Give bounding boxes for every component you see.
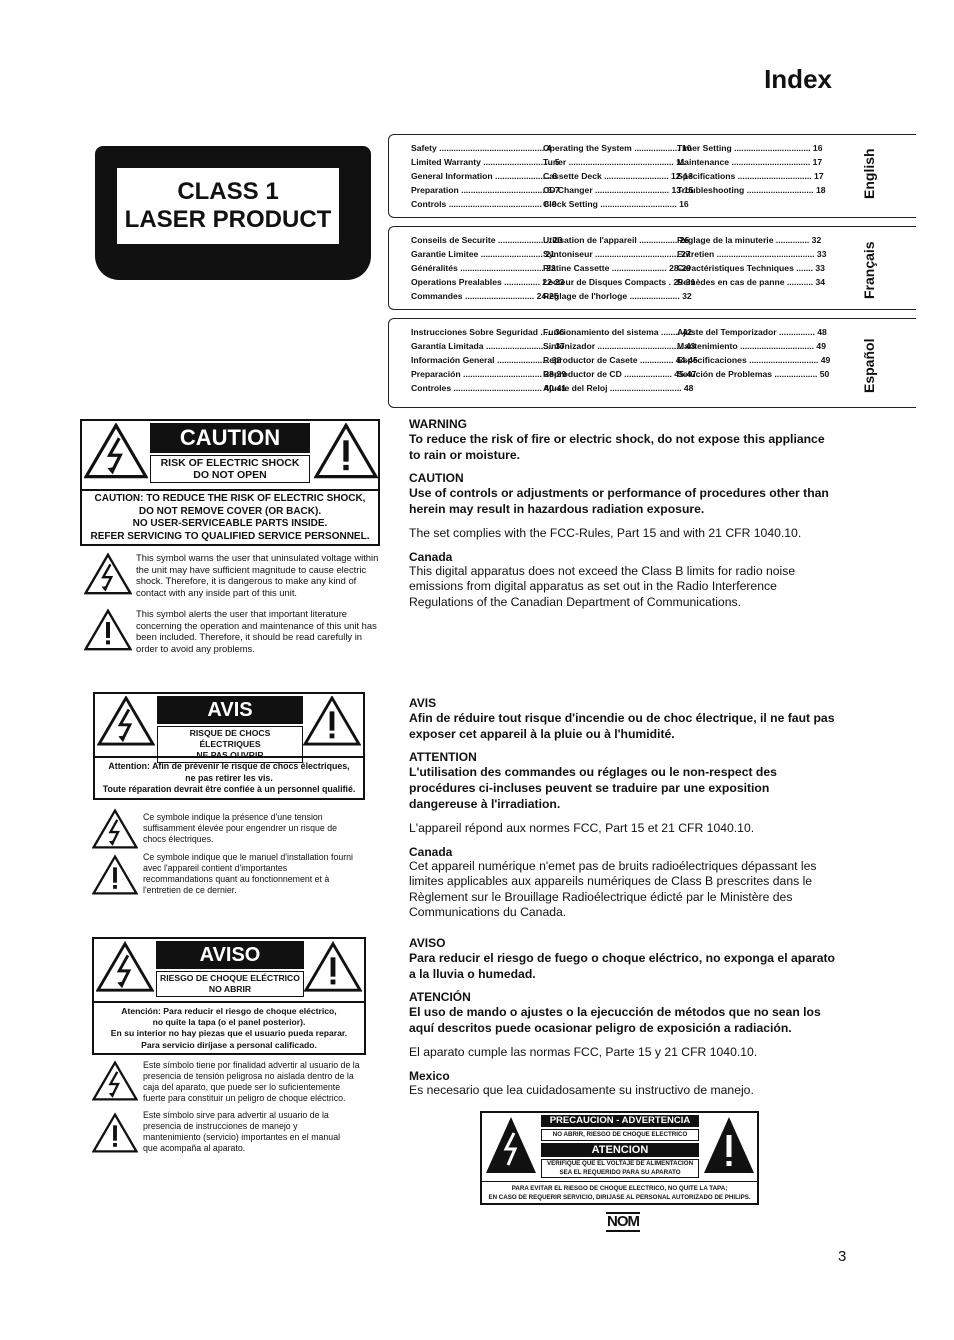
index-entry: Funcionamiento del sistema ........ 42 bbox=[543, 327, 692, 337]
caution-subtitle bbox=[150, 455, 310, 483]
index-entry: Operations Prealables ............... 22-23 bbox=[411, 277, 565, 287]
mexico-body: Es necesario que lea cuidadosamente su instructivo de manejo. bbox=[409, 1082, 754, 1097]
mexico-sub-line: SEA EL REQUERIDO PARA SU APARATO bbox=[559, 1168, 681, 1176]
index-entry: CD Changer ............................... 13-15 bbox=[543, 185, 694, 195]
mexico-banner-2: ATENCION bbox=[541, 1143, 699, 1157]
index-entry: Especificaciones ............................. 49 bbox=[677, 355, 831, 365]
index-french bbox=[388, 226, 916, 310]
index-entry: Información General ...................... 38 bbox=[411, 355, 562, 365]
exclamation-symbol-icon bbox=[92, 854, 138, 896]
aviso-banner: AVISO bbox=[156, 941, 304, 969]
index-entry: Généralités ................................... 22 bbox=[411, 263, 556, 273]
index-entry: Safety ............................................ 4 bbox=[411, 143, 552, 153]
index-entry: Clock Setting ................................ 16 bbox=[543, 199, 689, 209]
index-entry: General Information ....................... 6 bbox=[411, 171, 558, 181]
exclamation-warning-icon bbox=[304, 941, 362, 993]
aviso-line: no quite la tapa (o el panel posterior). bbox=[152, 1017, 306, 1028]
avis-symbol-lightning-text: Ce symbole indique la présence d'une tension suffisamment élevée pour engendrer un risque de chocs électriques. bbox=[143, 812, 337, 844]
aviso-subtitle bbox=[156, 971, 304, 997]
lightning-symbol-icon bbox=[84, 552, 132, 596]
aviso-line: Atención: Para reducir el riesgo de choque eléctrico, bbox=[121, 1006, 337, 1016]
index-entry: Remèdes en cas de panne ........... 34 bbox=[677, 277, 826, 287]
index-entry: Tuner ............................................ 11 bbox=[543, 157, 686, 167]
exclamation-symbol-icon bbox=[92, 1112, 138, 1154]
index-french-col2 bbox=[543, 233, 695, 303]
attention-heading: ATTENTION bbox=[409, 750, 477, 764]
index-english-col3 bbox=[677, 141, 826, 197]
mexico-sub-1: NO ABRIR, RIESGO DE CHOQUE ELECTRICO bbox=[541, 1129, 699, 1141]
avis-banner: AVIS bbox=[157, 696, 303, 724]
index-spanish bbox=[388, 318, 916, 408]
index-entry: Timer Setting ................................ 16 bbox=[677, 143, 823, 153]
index-entry: Syntoniseur ................................... 27 bbox=[543, 249, 691, 259]
index-entry: Reglage de l'horloge ..................... 32 bbox=[543, 291, 692, 301]
index-entry: Conseils de Securite ...................... 20 bbox=[411, 235, 563, 245]
caution-line: DO NOT REMOVE COVER (OR BACK). bbox=[138, 505, 322, 517]
index-entry: Platine Cassette ....................... 28-29 bbox=[543, 263, 692, 273]
exclamation-warning-icon bbox=[303, 696, 361, 746]
symbol-lightning-text: This symbol warns the user that uninsulated voltage within the unit may have sufficient magnitude to cause electric shock. Therefore, it is dangerous to make any kind of contact with any inside part of this unit. bbox=[136, 552, 379, 598]
index-entry: Entretien ......................................... 33 bbox=[677, 249, 827, 259]
warning-body: To reduce the risk of fire or electric shock, do not expose this appliance to rain or moisture. bbox=[409, 432, 825, 462]
index-entry: Reproductor de Casete .............. 44-45 bbox=[543, 355, 698, 365]
warning-heading: WARNING bbox=[409, 417, 467, 431]
atencion-body: El uso de mando o ajustes o la ejecucción de métodos que no sean los aquí descritos puede ocasionar peligro de exposición a radiación. bbox=[409, 1005, 821, 1035]
mexico-sub-line: VERIFIQUE QUE EL VOLTAJE DE ALIMENTACION bbox=[546, 1160, 694, 1167]
index-french-col1 bbox=[411, 233, 564, 303]
index-entry: Solución de Problemas .................. 50 bbox=[677, 369, 830, 379]
caution-label-english bbox=[80, 419, 380, 546]
index-entry: Utilisation de l'appareil ................ 26 bbox=[543, 235, 690, 245]
avis-line: ne pas retirer les vis. bbox=[185, 772, 273, 783]
aviso-warning-text bbox=[94, 1001, 364, 1051]
index-english-col1 bbox=[411, 141, 560, 211]
mexico-footer bbox=[482, 1181, 757, 1202]
index-entry: Mantenimiento ............................... 49 bbox=[677, 341, 826, 351]
index-entry: Troubleshooting ............................ 18 bbox=[677, 185, 826, 195]
caution-body: Use of controls or adjustments or performance of procedures other than herein may result in hazardous radiation exposure. bbox=[409, 486, 829, 516]
aviso-line: Para servicio diríjase a personal calificado. bbox=[141, 1039, 317, 1050]
index-entry: Garantía Limitada ............................ 37 bbox=[411, 341, 565, 351]
attention-body: L'utilisation des commandes ou réglages ou le non-respect des procédures ci-incluses peuvent se traduire par une exposition dangereuse à l'irradiation. bbox=[409, 765, 777, 811]
laser-label bbox=[95, 146, 371, 280]
avis-sub-line: NE PAS OUVRIR bbox=[196, 750, 264, 760]
index-spanish-col3 bbox=[677, 325, 830, 381]
index-spanish-col2 bbox=[543, 325, 698, 395]
avis-warning-text bbox=[95, 756, 363, 796]
index-entry: Specifications ............................... 17 bbox=[677, 171, 824, 181]
index-entry: Lecteur de Disques Compacts . 29-31 bbox=[543, 277, 696, 287]
laser-line-2: LASER PRODUCT bbox=[124, 206, 332, 233]
index-entry: Preparación ................................. 38-39 bbox=[411, 369, 567, 379]
avis-line: Attention: Afin de prévenir le risque de chocs électriques, bbox=[108, 761, 350, 771]
canada-body-fr: Cet appareil numérique n'emet pas de bruits radioélectriques dépassant les limites applicables aux appareils numériques de Class B prescrites dans le Règlement sur le Brouillage Radioélectrique édicté par le Ministère des Communications du Canada. bbox=[409, 858, 817, 919]
text-block-french bbox=[409, 696, 835, 921]
lightning-warning-icon bbox=[96, 941, 154, 993]
laser-line-1: CLASS 1 bbox=[177, 178, 279, 205]
exclamation-warning-icon bbox=[702, 1115, 756, 1175]
index-french-lang: Français bbox=[861, 241, 877, 299]
index-entry: Operating the System ................... 10 bbox=[543, 143, 692, 153]
caution-warning-text bbox=[82, 489, 378, 543]
text-block-english bbox=[409, 417, 835, 610]
avis-body: Afin de réduire tout risque d'incendie ou de choc électrique, il ne faut pas exposer cet appareil à la pluie ou à l'humidité. bbox=[409, 711, 835, 741]
index-entry: Ajuste del Temporizador ............... 48 bbox=[677, 327, 827, 337]
index-english-lang: English bbox=[861, 148, 877, 199]
aviso-heading: AVISO bbox=[409, 936, 446, 950]
index-entry: Sintonizador .................................... 43 bbox=[543, 341, 696, 351]
exclamation-warning-icon bbox=[314, 423, 378, 479]
mexico-banner-1: PRECAUCION - ADVERTENCIA bbox=[541, 1115, 699, 1127]
caution-line: NO USER-SERVICEABLE PARTS INSIDE. bbox=[132, 518, 328, 529]
index-entry: Controls ....................................... 8-9 bbox=[411, 199, 557, 209]
nom-logo: NOM bbox=[607, 1213, 639, 1230]
caution-heading: CAUTION bbox=[409, 471, 464, 485]
canada-body: This digital apparatus does not exceed the Class B limits for radio noise emissions from digital apparatus as set out in the Radio Interference Regulations of the Canadian Department of Communications. bbox=[409, 563, 796, 609]
aviso-body: Para reducir el riesgo de fuego o choque eléctrico, no exponga el aparato a la lluvia o humedad. bbox=[409, 951, 835, 981]
index-entry: Ajuste del Reloj .............................. 48 bbox=[543, 383, 694, 393]
aviso-sub-line: NO ABRIR bbox=[208, 984, 252, 994]
index-entry: Reproductor de CD .................... 45-47 bbox=[543, 369, 697, 379]
index-french-col3 bbox=[677, 233, 826, 289]
canada-heading: Canada bbox=[409, 549, 453, 564]
aviso-symbol-exclamation-text: Este símbolo sirve para advertir al usuario de la presencia de instrucciones de manejo y mantenimiento (servicio) importantes en el manual que acompaña al aparato. bbox=[143, 1110, 341, 1153]
mexico-footer-line: PARA EVITAR EL RIESGO DE CHOQUE ELECTRICO, NO QUITE LA TAPA; bbox=[511, 1185, 728, 1192]
caution-label-french bbox=[93, 692, 365, 800]
avis-line: Toute réparation devrait être confiée à un personnel qualifié. bbox=[102, 784, 356, 794]
canada-heading-fr: Canada bbox=[409, 844, 453, 859]
fcc-text: The set complies with the FCC-Rules, Part 15 and with 21 CFR 1040.10. bbox=[409, 526, 802, 540]
fcc-text-fr: L'appareil répond aux normes FCC, Part 15 et 21 CFR 1040.10. bbox=[409, 821, 755, 835]
caution-sub-line: DO NOT OPEN bbox=[193, 469, 267, 481]
fcc-text-es: El aparato cumple las normas FCC, Parte 15 y 21 CFR 1040.10. bbox=[409, 1045, 758, 1059]
index-entry: Cassette Deck ........................... 12-13 bbox=[543, 171, 693, 181]
index-entry: Preparation ................................... 6-7 bbox=[411, 185, 560, 195]
lightning-warning-icon bbox=[97, 696, 155, 746]
exclamation-symbol-icon bbox=[84, 608, 132, 652]
caution-line: CAUTION: TO REDUCE THE RISK OF ELECTRIC SHOCK, bbox=[94, 493, 366, 504]
aviso-line: En su interior no hay piezas que el usuario pueda reparar. bbox=[110, 1028, 348, 1039]
caution-label-spanish bbox=[92, 937, 366, 1055]
mexico-sub-2 bbox=[541, 1159, 699, 1178]
index-english-col2 bbox=[543, 141, 693, 211]
index-entry: Limited Warranty ............................. 5 bbox=[411, 157, 560, 167]
caution-banner: CAUTION bbox=[150, 423, 310, 453]
avis-sub-line: RISQUE DE CHOCS ÉLECTRIQUES bbox=[189, 728, 271, 749]
mexico-heading: Mexico bbox=[409, 1068, 450, 1083]
index-entry: Controles ..................................... 40-41 bbox=[411, 383, 567, 393]
lightning-symbol-icon bbox=[92, 1060, 138, 1102]
index-english bbox=[388, 134, 916, 218]
lightning-symbol-icon bbox=[92, 808, 138, 850]
caution-sub-line: RISK OF ELECTRIC SHOCK bbox=[160, 457, 300, 469]
aviso-symbol-lightning-text: Este símbolo tiene por finalidad advertir al usuario de la presencia de tensión peligrosa no aislada dentro de la caja del aparato, que puede ser lo suficientemente fuerte para constituir un peligro de choque eléctrico. bbox=[143, 1060, 360, 1103]
mexico-footer-line: EN CASO DE REQUERIR SERVICIO, DIRIJASE AL PERSONAL AUTORIZADO DE PHILIPS. bbox=[488, 1194, 751, 1201]
text-block-spanish bbox=[409, 936, 835, 1098]
index-entry: Caractéristiques Techniques ....... 33 bbox=[677, 263, 825, 273]
caution-line: REFER SERVICING TO QUALIFIED SERVICE PERSONNEL. bbox=[90, 530, 370, 542]
aviso-sub-line: RIESGO DE CHOQUE ELÉCTRICO bbox=[160, 973, 300, 983]
atencion-heading: ATENCIÓN bbox=[409, 990, 471, 1004]
index-entry: Instrucciones Sobre Seguridad ..... 36 bbox=[411, 327, 565, 337]
avis-heading: AVIS bbox=[409, 696, 437, 710]
index-entry: Maintenance ................................. 17 bbox=[677, 157, 823, 167]
page-number: 3 bbox=[838, 1248, 847, 1265]
lightning-warning-icon bbox=[484, 1115, 538, 1175]
index-entry: Commandes ............................. 24-25 bbox=[411, 291, 559, 301]
avis-symbol-exclamation-text: Ce symbole indique que le manuel d'installation fourni avec l'appareil contient d'importantes recommandations quant au fonctionnement et à l'entretien de ce dernier. bbox=[143, 852, 353, 895]
symbol-exclamation-text: This symbol alerts the user that important literature concerning the operation and maintenance of this unit has been included. Therefore, it should be read carefully in order to avoid any problems. bbox=[136, 608, 377, 654]
page-title: Index bbox=[764, 64, 832, 94]
index-entry: Garantie Limitee .......................... 21 bbox=[411, 249, 555, 259]
index-spanish-lang: Español bbox=[861, 338, 877, 393]
index-entry: Réglage de la minuterie .............. 32 bbox=[677, 235, 822, 245]
lightning-warning-icon bbox=[84, 423, 148, 479]
mexico-warning-label bbox=[480, 1111, 759, 1205]
